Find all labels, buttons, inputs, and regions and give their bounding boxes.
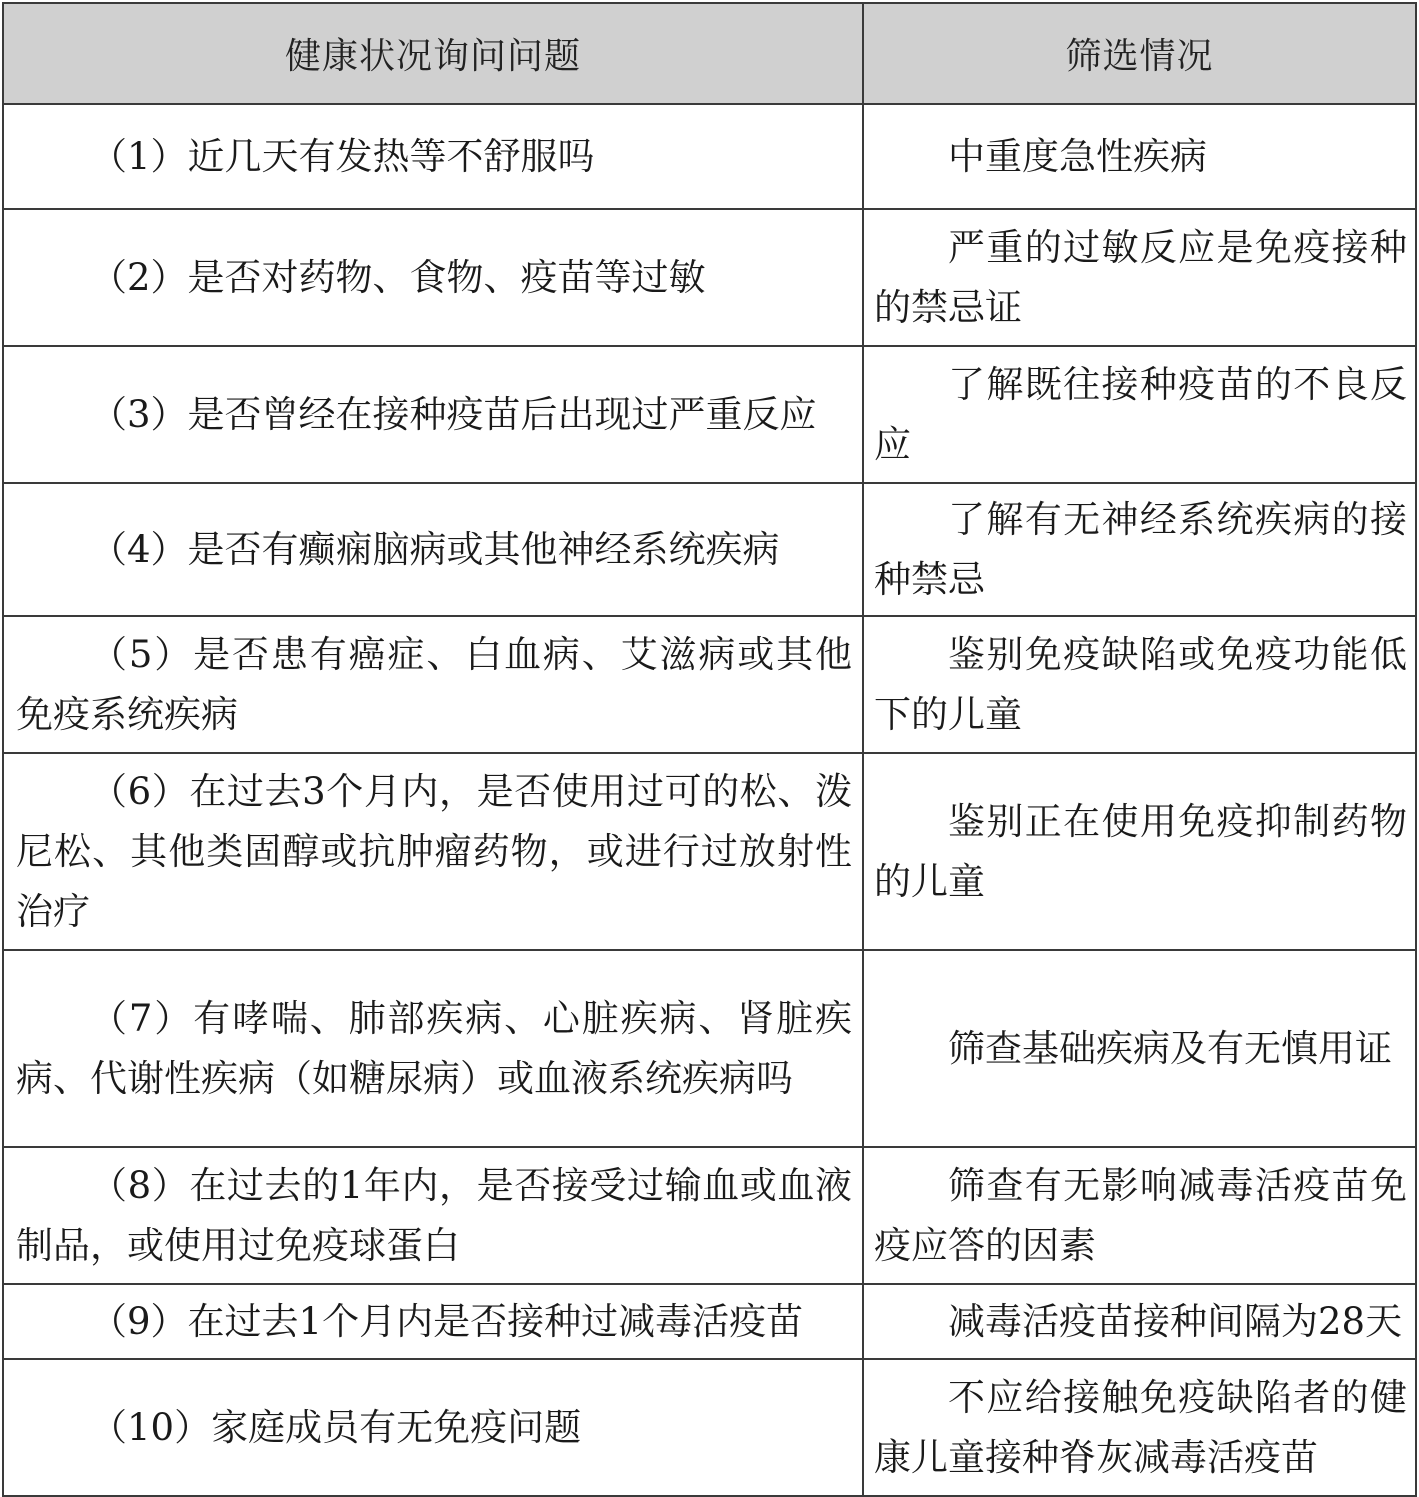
- screening-cell: [863, 209, 1416, 346]
- question-cell: [3, 209, 863, 346]
- table-header: [3, 3, 1416, 104]
- screening-text: 不应给接触免疫缺陷者的健康儿童接种脊灰减毒活疫苗: [874, 1375, 1407, 1479]
- question-cell: [3, 346, 863, 483]
- table-body: [3, 104, 1416, 1496]
- header-screening: 筛选情况: [863, 3, 1416, 104]
- table-row: [3, 950, 1416, 1147]
- table-row: [3, 104, 1416, 209]
- question-text: （10）家庭成员有无免疫问题: [90, 1405, 582, 1449]
- table-row: [3, 1147, 1416, 1284]
- question-text: （4）是否有癫痫脑病或其他神经系统疾病: [90, 527, 780, 571]
- screening-cell: [863, 1284, 1416, 1359]
- question-cell: [3, 1284, 863, 1359]
- screening-text: 鉴别免疫缺陷或免疫功能低下的儿童: [874, 632, 1407, 736]
- header-question: 健康状况询问问题: [3, 3, 863, 104]
- screening-cell: [863, 104, 1416, 209]
- screening-cell: [863, 483, 1416, 616]
- question-text: （7）有哮喘、肺部疾病、心脏疾病、肾脏疾病、代谢性疾病（如糖尿病）或血液系统疾病吗: [16, 996, 852, 1100]
- screening-cell: [863, 616, 1416, 753]
- question-text: （3）是否曾经在接种疫苗后出现过严重反应: [90, 392, 817, 436]
- screening-cell: [863, 1359, 1416, 1496]
- screening-text: 严重的过敏反应是免疫接种的禁忌证: [874, 225, 1407, 329]
- screening-text: 鉴别正在使用免疫抑制药物的儿童: [874, 799, 1407, 903]
- health-screening-table: [2, 2, 1417, 1497]
- question-text: （9）在过去1个月内是否接种过减毒活疫苗: [90, 1299, 804, 1343]
- screening-text: 了解既往接种疫苗的不良反应: [874, 362, 1407, 466]
- question-text: （5）是否患有癌症、白血病、艾滋病或其他免疫系统疾病: [16, 632, 852, 736]
- question-text: （6）在过去3个月内，是否使用过可的松、泼尼松、其他类固醇或抗肿瘤药物，或进行过放射性治疗: [16, 769, 852, 933]
- screening-text: 筛查有无影响减毒活疫苗免疫应答的因素: [874, 1163, 1407, 1267]
- table-row: [3, 1284, 1416, 1359]
- header-row: [3, 3, 1416, 104]
- screening-cell: [863, 346, 1416, 483]
- question-cell: [3, 1359, 863, 1496]
- question-text: （8）在过去的1年内，是否接受过输血或血液制品，或使用过免疫球蛋白: [16, 1163, 852, 1267]
- question-text: （1）近几天有发热等不舒服吗: [90, 134, 595, 178]
- screening-text: 中重度急性疾病: [948, 134, 1207, 178]
- screening-text: 筛查基础疾病及有无慎用证: [948, 1026, 1392, 1070]
- question-cell: [3, 1147, 863, 1284]
- screening-text: 减毒活疫苗接种间隔为28天: [948, 1299, 1403, 1343]
- table-row: [3, 616, 1416, 753]
- question-text: （2）是否对药物、食物、疫苗等过敏: [90, 255, 706, 299]
- question-cell: [3, 616, 863, 753]
- question-cell: [3, 950, 863, 1147]
- screening-text: 了解有无神经系统疾病的接种禁忌: [874, 497, 1407, 601]
- screening-cell: [863, 950, 1416, 1147]
- screening-cell: [863, 753, 1416, 950]
- table-row: [3, 1359, 1416, 1496]
- question-cell: [3, 104, 863, 209]
- table-row: [3, 753, 1416, 950]
- table-row: [3, 483, 1416, 616]
- table-row: [3, 209, 1416, 346]
- question-cell: [3, 753, 863, 950]
- table-row: [3, 346, 1416, 483]
- screening-cell: [863, 1147, 1416, 1284]
- question-cell: [3, 483, 863, 616]
